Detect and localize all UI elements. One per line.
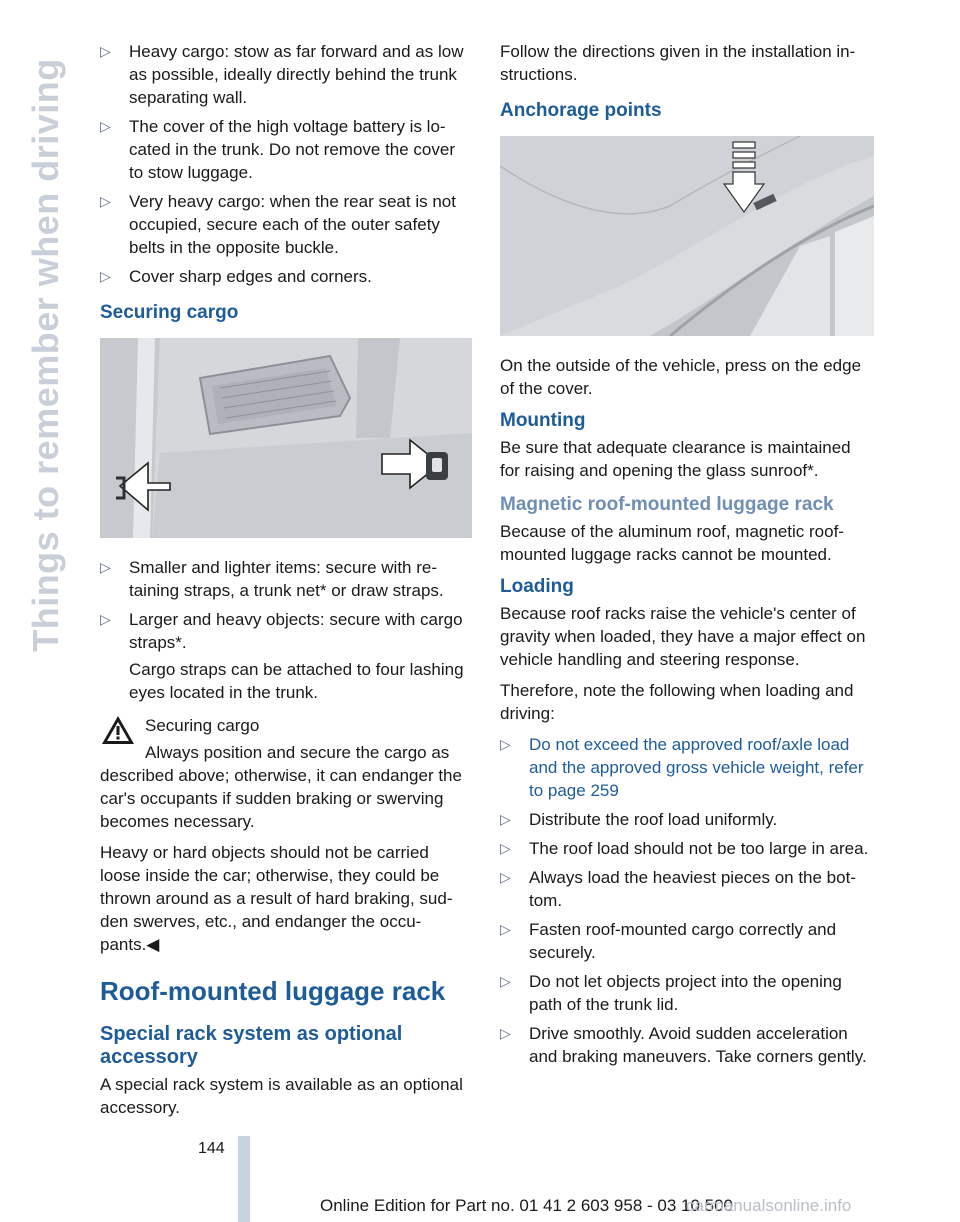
roof-load-reference-link[interactable]: Do not exceed the approved roof/axle load and the approved gross vehicle weight, refer to page 259 xyxy=(529,735,864,800)
special-rack-paragraph: A special rack system is available as an optional accessory. xyxy=(100,1075,463,1117)
triangle-bullet-icon: ▷ xyxy=(100,268,111,284)
list-item: ▷ Larger and heavy objects: secure with cargo straps*. Cargo straps can be attached to four lashing eyes located in the trunk. xyxy=(100,610,464,702)
right-column xyxy=(500,40,874,1078)
roof-rack-heading: Roof-mounted luggage rack xyxy=(100,976,446,1006)
mounting-heading: Mounting xyxy=(500,410,586,431)
anchorage-heading: Anchorage points xyxy=(500,100,662,121)
warning-body: Always position and secure the cargo as described above; otherwise, it can endanger the car's occupants if sudden braking or swerving becomes necessary. xyxy=(100,743,462,831)
mounting-paragraph: Be sure that adequate clearance is maintained for raising and opening the glass sunroof*. xyxy=(500,438,851,480)
magnetic-rack-heading: Magnetic roof-mounted luggage rack xyxy=(500,494,834,515)
warning-triangle-icon xyxy=(100,714,136,751)
list-item xyxy=(500,733,874,802)
chapter-title: Things to remember when driving xyxy=(25,58,67,652)
loading-paragraph: Because roof racks raise the vehicle's center of gravity when loaded, they have a major effect on vehicle handling and steering response. xyxy=(500,604,866,669)
edition-footer: Online Edition for Part no. 01 41 2 603 958 - 03 10 500 xyxy=(320,1196,734,1215)
magnetic-paragraph: Because of the aluminum roof, magnetic roof-mounted luggage racks cannot be mounted. xyxy=(500,522,844,564)
list-item: ▷ The cover of the high voltage battery is located in the trunk. Do not remove the cover to stow luggage. xyxy=(100,117,456,182)
list-item: ▷ Smaller and lighter items: secure with retaining straps, a trunk net* or draw straps. xyxy=(100,558,444,600)
warning-title: Securing cargo xyxy=(145,716,260,735)
installation-paragraph: Follow the directions given in the installation instructions. xyxy=(500,42,856,84)
triangle-bullet-icon: ▷ xyxy=(100,611,111,627)
triangle-bullet-icon: ▷ xyxy=(500,921,511,937)
triangle-bullet-icon: ▷ xyxy=(100,43,111,59)
triangle-bullet-icon: ▷ xyxy=(100,118,111,134)
special-rack-heading: Special rack system as optional accessory xyxy=(100,1023,403,1068)
triangle-bullet-icon: ▷ xyxy=(500,869,511,885)
list-item: ▷ Drive smoothly. Avoid sudden acceleration and braking maneuvers. Take corners gently. xyxy=(500,1024,867,1066)
triangle-bullet-icon: ▷ xyxy=(500,973,511,989)
cargo-bullets-mid xyxy=(100,556,472,704)
trunk-lashing-eyes-illustration xyxy=(100,338,472,538)
list-item: ▷ Heavy cargo: stow as far forward and as low as possible, ideally directly behind the trunk separating wall. xyxy=(100,42,464,107)
roof-anchorage-illustration xyxy=(500,136,874,336)
triangle-bullet-icon: ▷ xyxy=(100,559,111,575)
triangle-bullet-icon: ▷ xyxy=(500,811,511,827)
cargo-bullets-top xyxy=(100,40,472,288)
list-item: ▷ Cover sharp edges and corners. xyxy=(100,267,372,286)
triangle-bullet-icon: ▷ xyxy=(500,1025,511,1041)
list-item: ▷ The roof load should not be too large in area. xyxy=(500,839,869,858)
anchorage-paragraph: On the outside of the vehicle, press on the edge of the cover. xyxy=(500,356,862,398)
therefore-paragraph: Therefore, note the following when loading and driving: xyxy=(500,681,854,723)
triangle-bullet-icon: ▷ xyxy=(500,840,511,856)
list-item: ▷ Very heavy cargo: when the rear seat is not occupied, secure each of the outer safety belts in the opposite buckle. xyxy=(100,192,456,257)
warning-note xyxy=(100,714,472,737)
page-number: 144 xyxy=(198,1140,225,1157)
securing-cargo-heading: Securing cargo xyxy=(100,302,239,323)
footer-divider xyxy=(238,1136,250,1222)
list-item: ▷ Always load the heaviest pieces on the bottom. xyxy=(500,868,856,910)
watermark: carmanualsonline.info xyxy=(686,1196,852,1215)
list-item: ▷ Do not let objects project into the opening path of the trunk lid. xyxy=(500,972,842,1014)
loading-bullets xyxy=(500,733,874,1068)
triangle-bullet-icon: ▷ xyxy=(100,193,111,209)
heavy-objects-paragraph: Heavy or hard objects should not be carried loose inside the car; otherwise, they could be thrown around as a result of hard braking, sudden swerves, etc., and endanger the occupants.◀ xyxy=(100,843,453,954)
list-item: ▷ Fasten roof-mounted cargo correctly and securely. xyxy=(500,920,837,962)
triangle-bullet-icon: ▷ xyxy=(500,736,511,752)
list-item: ▷ Distribute the roof load uniformly. xyxy=(500,810,778,829)
loading-heading: Loading xyxy=(500,576,574,597)
left-column xyxy=(100,40,472,1127)
chapter-side-tab xyxy=(22,40,70,670)
